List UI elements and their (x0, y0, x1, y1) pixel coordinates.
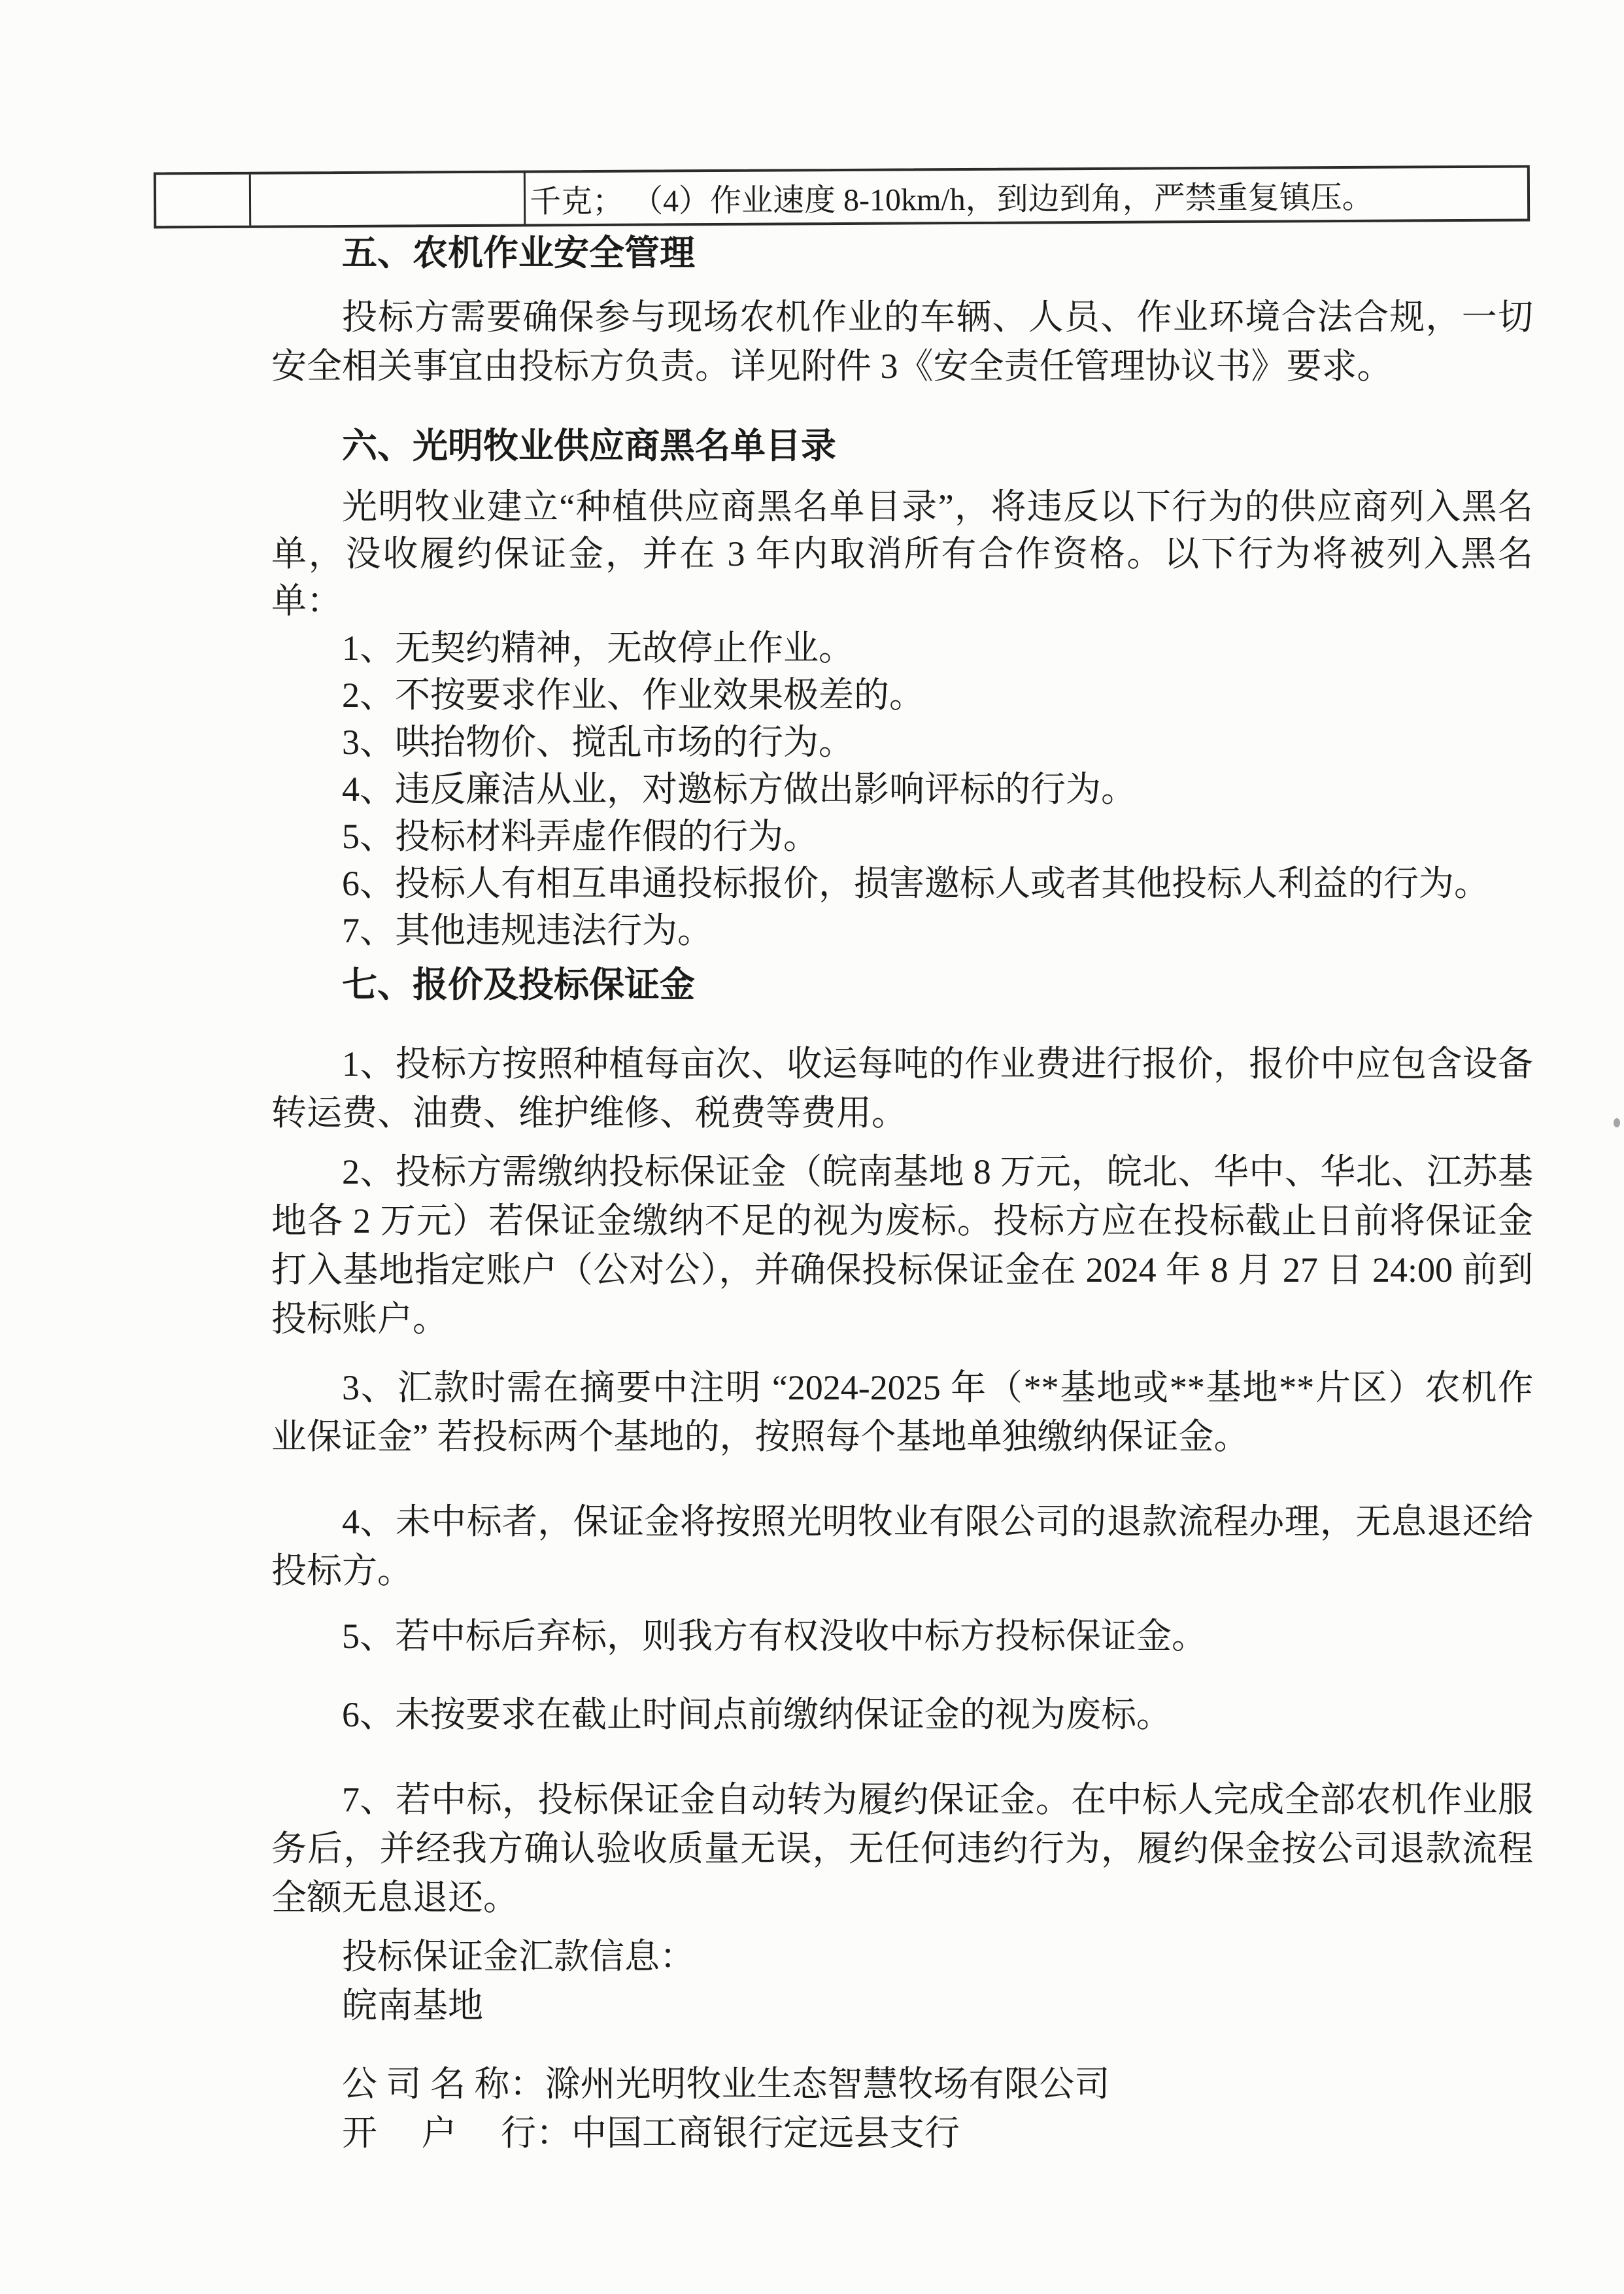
blacklist-item: 1、无契约精神，无故停止作业。 (342, 628, 854, 668)
section5-paragraph: 投标方需要确保参与现场农机作业的车辆、人员、作业环境合法合规，一切安全相关事宜由投标方负责。详见附件 3《安全责任管理协议书》要求。 (271, 298, 1533, 386)
scan-speck-artifact (1614, 1118, 1620, 1127)
blacklist-item: 2、不按要求作业、作业效果极差的。 (342, 676, 924, 715)
blacklist-items (271, 625, 1533, 954)
section7-heading: 七、报价及投标保证金 (342, 965, 695, 1004)
blacklist-item: 7、其他违规违法行为。 (342, 911, 713, 950)
blacklist-item: 6、投标人有相互串通投标报价，损害邀标人或者其他投标人利益的行为。 (342, 864, 1489, 903)
table-cell-empty-2 (251, 173, 526, 226)
section6-heading: 六、光明牧业供应商黑名单目录 (342, 426, 836, 466)
remittance-title: 投标保证金汇款信息： (342, 1937, 695, 1976)
bid-item-6: 6、未按要求在截止时间点前缴纳保证金的视为废标。 (342, 1695, 1172, 1734)
section6-paragraph: 光明牧业建立“种植供应商黑名单目录”，将违反以下行为的供应商列入黑名单，没收履约保证金，并在 3 年内取消所有合作资格。以下行为将被列入黑名单： (271, 487, 1533, 621)
bid-item-2: 2、投标方需缴纳投标保证金（皖南基地 8 万元，皖北、华中、华北、江苏基地各 2 万元）若保证金缴纳不足的视为废标。投标方应在投标截止日前将保证金打入基地指定账户（公对公），并确保投标保证金在 2024 年 8 月 27 日 24:00 前到投标账户。 (271, 1152, 1533, 1339)
table-fragment (154, 165, 1530, 228)
section5-heading: 五、农机作业安全管理 (342, 233, 695, 273)
bid-item-3: 3、汇款时需在摘要中注明 “2024-2025 年（**基地或**基地**片区）农机作业保证金” 若投标两个基地的，按照每个基地单独缴纳保证金。 (271, 1368, 1533, 1456)
blacklist-item: 3、哄抬物价、搅乱市场的行为。 (342, 723, 854, 762)
remittance-company: 公 司 名 称：滁州光明牧业生态智慧牧场有限公司 (342, 2064, 1110, 2104)
blacklist-item: 5、投标材料弄虚作假的行为。 (342, 817, 819, 856)
bid-item-4: 4、未中标者，保证金将按照光明牧业有限公司的退款流程办理，无息退还给投标方。 (271, 1502, 1533, 1590)
remittance-bank: 开 户 行：中国工商银行定远县支行 (342, 2114, 960, 2153)
bid-item-5: 5、若中标后弃标，则我方有权没收中标方投标保证金。 (342, 1617, 1207, 1656)
blacklist-item: 4、违反廉洁从业，对邀标方做出影响评标的行为。 (342, 770, 1136, 809)
document-content (0, 169, 1624, 2158)
remittance-base: 皖南基地 (342, 1986, 483, 2025)
table-cell-text: 千克； （4）作业速度 8-10km/h，到边到角，严禁重复镇压。 (529, 180, 1374, 219)
table-cell-empty-1 (156, 175, 251, 226)
bid-item-7: 7、若中标，投标保证金自动转为履约保证金。在中标人完成全部农机作业服务后，并经我方确认验收质量无误，无任何违约行为，履约保金按公司退款流程全额无息退还。 (271, 1780, 1533, 1917)
bid-item-1: 1、投标方按照种植每亩次、收运每吨的作业费进行报价，报价中应包含设备转运费、油费、维护维修、税费等费用。 (271, 1044, 1533, 1133)
